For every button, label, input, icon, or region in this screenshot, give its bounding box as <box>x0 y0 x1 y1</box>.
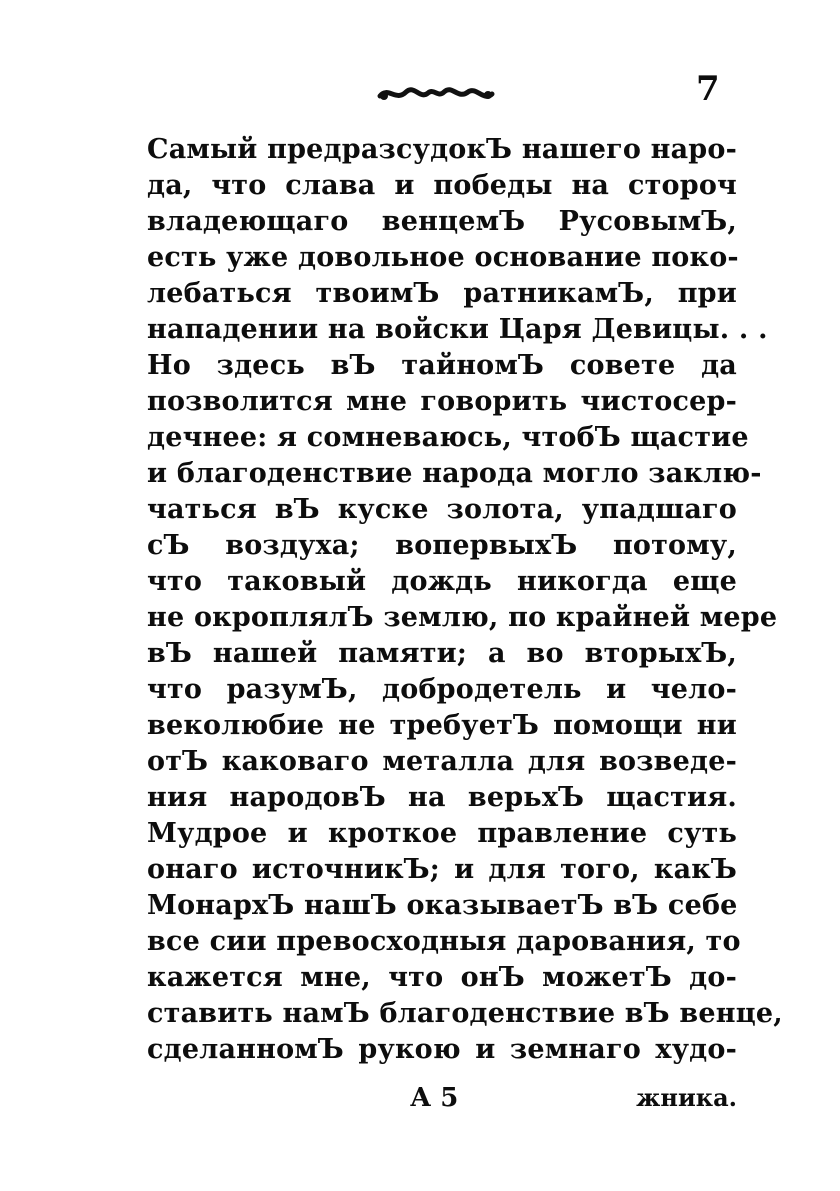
text-line: нападении на войски Царя Девицы. . . <box>147 314 768 345</box>
text-line: чаться вЪ куске золота, упадшаго <box>147 494 737 525</box>
text-line: Но здесь вЪ тайномЪ совете да <box>147 350 737 381</box>
text-line: есть уже довольное основание поко- <box>147 242 739 273</box>
text-line: МонархЪ нашЪ оказываетЪ вЪ себе <box>147 890 738 921</box>
signature-mark: А 5 <box>410 1083 459 1113</box>
text-line: и благоденствие народа могло заклю- <box>147 458 762 489</box>
text-line: да, что слава и победы на стороч <box>147 170 737 201</box>
body-text <box>147 132 783 1068</box>
text-line: вЪ нашей памяти; а во вторыхЪ, <box>147 638 737 669</box>
text-line: онаго источникЪ; и для того, какЪ <box>147 854 737 885</box>
text-line: Мудрое и кроткое правление суть <box>147 818 737 849</box>
text-line: ставить намЪ благоденствие вЪ венце, <box>147 998 783 1029</box>
text-line: сделанномЪ рукою и земнаго худо- <box>147 1034 737 1065</box>
text-line: ния народовЪ на верьхЪ щастия. <box>147 782 737 813</box>
text-line: отЪ каковаго металла для возведе- <box>147 746 737 777</box>
text-line: лебаться твоимЪ ратникамЪ, при <box>147 278 737 309</box>
text-line: веколюбие не требуетЪ помощи ни <box>147 710 737 741</box>
text-line: все сии превосходныя дарования, то <box>147 926 741 957</box>
page-footer <box>147 1080 737 1116</box>
catchword: жника. <box>636 1083 737 1112</box>
text-line: дечнее: я сомневаюсь, чтобЪ щастие <box>147 422 749 453</box>
text-line: владеющаго венцемЪ РусовымЪ, <box>147 206 737 237</box>
printer-ornament-icon <box>376 80 496 108</box>
text-line: что таковый дождь никогда еще <box>147 566 737 597</box>
text-line: позволится мне говорить чистосер- <box>147 386 737 417</box>
text-line: Самый предразсудокЪ нашего наро- <box>147 134 737 165</box>
page-number: 7 <box>696 69 720 109</box>
text-line: сЪ воздуха; вопервыхЪ потому, <box>147 530 737 561</box>
text-line: кажется мне, что онЪ можетЪ до- <box>147 962 737 993</box>
text-line: что разумЪ, добродетель и чело- <box>147 674 737 705</box>
text-line: не окроплялЪ землю, по крайней мере <box>147 602 778 633</box>
